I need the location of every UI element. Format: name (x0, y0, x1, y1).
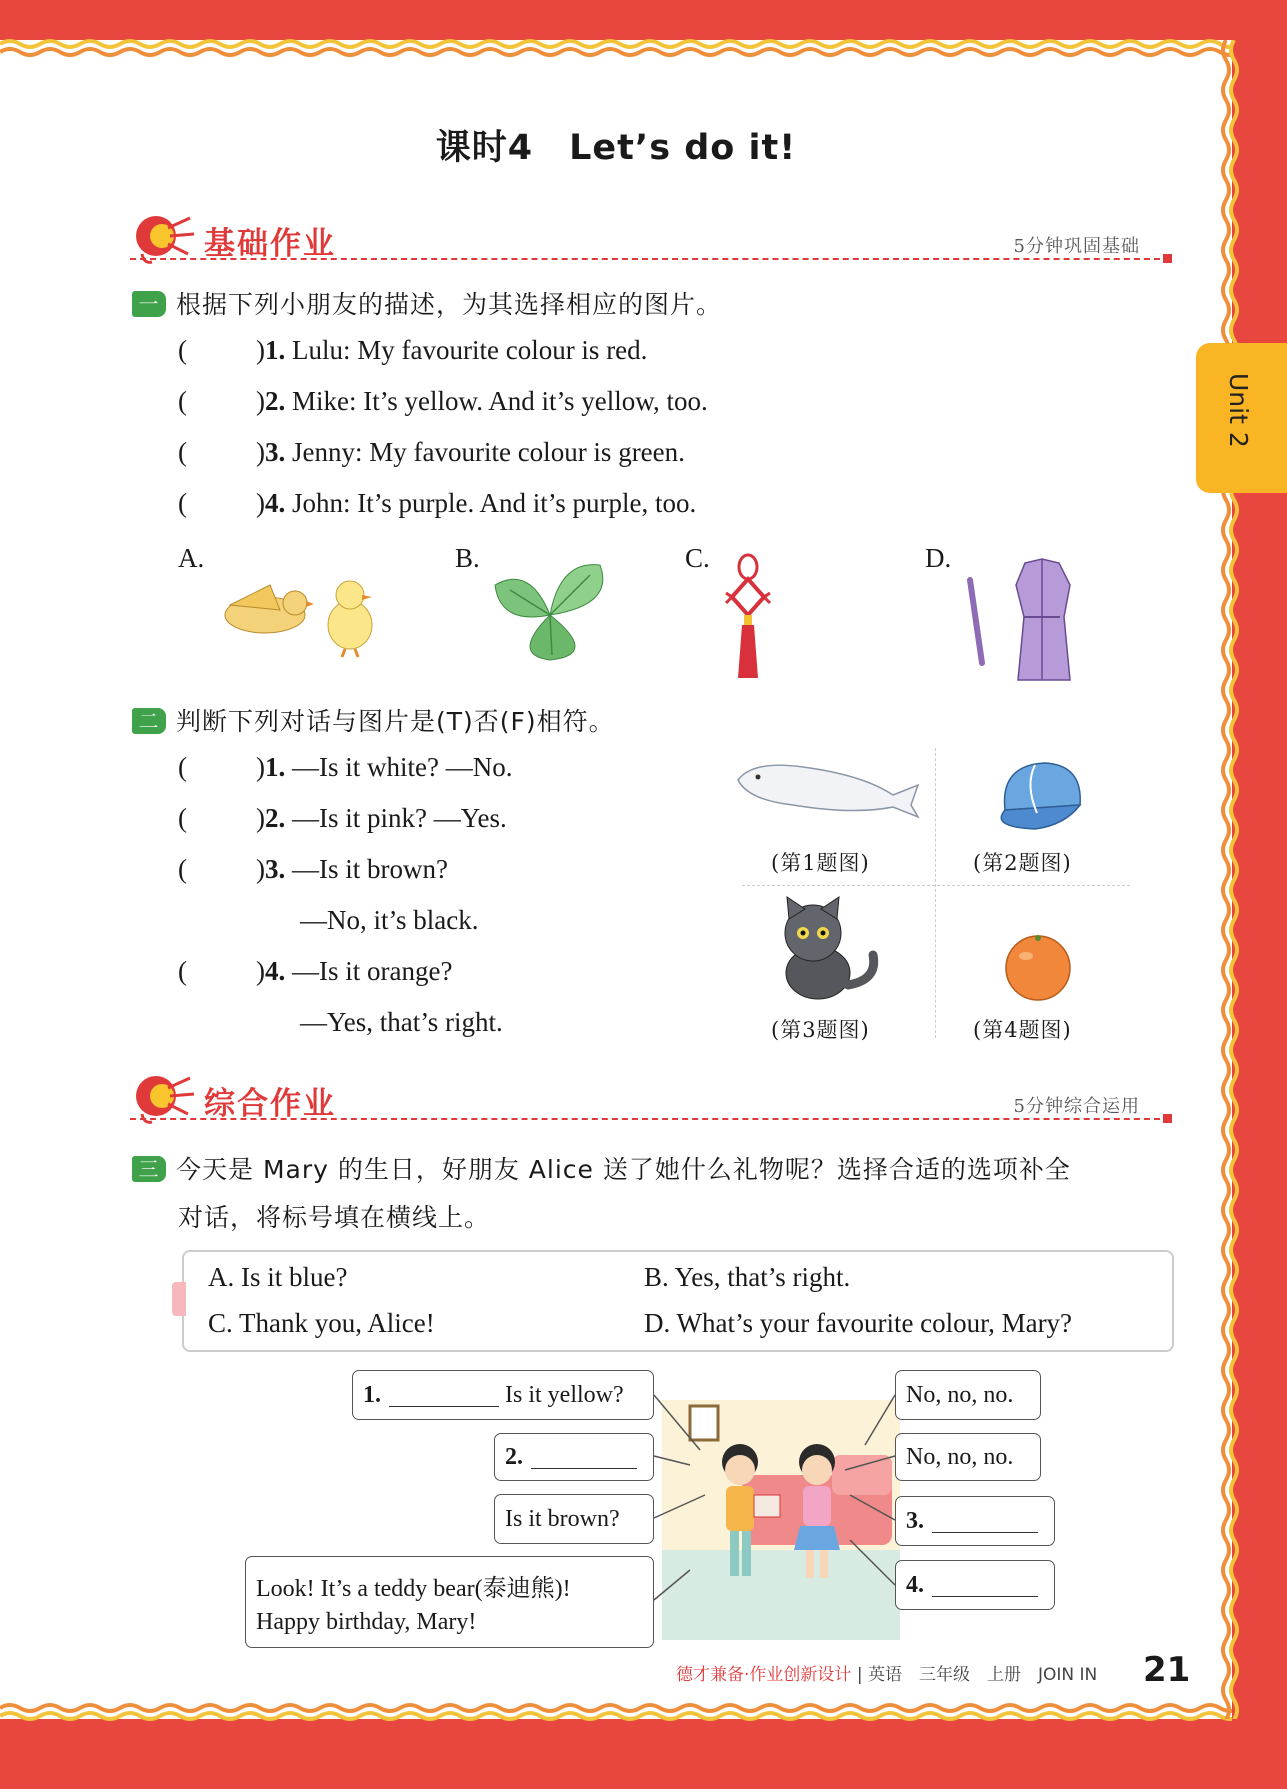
answer-blank[interactable] (531, 1446, 637, 1469)
option-b-label: B. (455, 543, 480, 573)
item-number: 1. (265, 335, 286, 365)
caption-picture-4: (第4题图) (973, 1018, 1072, 1042)
bottom-wave-border (0, 1700, 1232, 1726)
bubble-text: Is it brown? (505, 1505, 620, 1532)
item-text: —Is it pink? —Yes. (285, 803, 507, 833)
q2-item-3 (178, 854, 448, 885)
top-wave-border (0, 38, 1232, 64)
yellow-birds-image (210, 555, 390, 660)
page-title: 课时4 Let’s do it! (435, 128, 797, 168)
footer-text (676, 1660, 1097, 1685)
answer-blank[interactable] (932, 1574, 1038, 1597)
answer-paren-close: ) (256, 803, 265, 833)
birthday-scene-illustration (662, 1400, 900, 1640)
bubble-text: Happy birthday, Mary! (256, 1609, 477, 1635)
option-d: D. What’s your favourite colour, Mary? (644, 1308, 1073, 1338)
question2-number: 二 (132, 708, 166, 734)
option-a-label: A. (178, 543, 205, 573)
q2-item-4-reply: —Yes, that’s right. (300, 1007, 503, 1037)
answer-paren-close: ) (256, 335, 265, 365)
section-comprehensive-divider (130, 1118, 1170, 1120)
dialogue-bubble-3 (494, 1494, 654, 1544)
section-comprehensive-header (130, 1070, 1170, 1130)
dialogue-bubble-r3 (895, 1496, 1055, 1546)
section-basic-divider (130, 258, 1170, 260)
question3-number: 三 (132, 1156, 166, 1182)
answer-paren-open[interactable]: ( (178, 335, 187, 365)
picture-grid-divider (742, 885, 1130, 886)
blue-cap-image (985, 755, 1090, 835)
page-number: 21 (1143, 1650, 1191, 1690)
item-text: Mike: It’s yellow. And it’s yellow, too. (285, 386, 708, 416)
dialogue-bubble-r2 (895, 1433, 1041, 1481)
section-basic-label: 基础作业 (204, 226, 336, 262)
question3-text-line1: 今天是 Mary 的生日，好朋友 Alice 送了她什么礼物呢？选择合适的选项补全 (176, 1155, 1071, 1184)
answer-paren-close: ) (256, 752, 265, 782)
answer-paren-close: ) (256, 437, 265, 467)
orange-fruit-image (1002, 930, 1074, 1002)
q2-item-4 (178, 956, 452, 987)
q1-item-1 (178, 335, 647, 366)
question2-heading (132, 702, 615, 738)
item-text: —Is it orange? (285, 956, 453, 986)
item-number: 4. (265, 956, 286, 986)
answer-paren-close: ) (256, 386, 265, 416)
unit-tab[interactable] (1196, 343, 1287, 493)
item-text: —Is it white? —No. (285, 752, 513, 782)
black-cat-image (773, 895, 883, 1005)
footer-brand: 德才兼备·作业创新设计 (676, 1665, 852, 1685)
item-number: 3. (265, 437, 286, 467)
item-number: 2. (265, 803, 286, 833)
bubble-text: Look! It’s a teddy bear(泰迪熊)! (256, 1576, 571, 1602)
answer-paren-open[interactable]: ( (178, 956, 187, 986)
q1-item-2 (178, 386, 708, 417)
answer-paren-close: ) (256, 956, 265, 986)
question3-heading (132, 1150, 1071, 1186)
q2-item-2 (178, 803, 507, 834)
picture-grid-divider (935, 748, 936, 1038)
bubble-text: Is it yellow? (505, 1381, 624, 1408)
dialogue-bubble-1 (352, 1370, 654, 1420)
blank-number: 4. (906, 1571, 924, 1598)
option-c-label: C. (685, 543, 710, 573)
answer-paren-close: ) (256, 854, 265, 884)
red-chinese-knot-image (720, 553, 776, 683)
blank-number: 2. (505, 1443, 523, 1470)
item-text: Jenny: My favourite colour is green. (285, 437, 685, 467)
section-basic-header (130, 210, 1170, 270)
question1-text: 根据下列小朋友的描述，为其选择相应的图片。 (176, 290, 723, 319)
dialogue-bubble-r4 (895, 1560, 1055, 1610)
unit-tab-label: Unit 2 (1224, 373, 1253, 448)
blank-number: 3. (906, 1507, 924, 1534)
right-wave-border (1218, 40, 1248, 1719)
caption-picture-3: (第3题图) (771, 1018, 870, 1042)
answer-blank[interactable] (932, 1510, 1038, 1533)
bubble-text: No, no, no. (906, 1443, 1014, 1470)
q1-item-3 (178, 437, 685, 468)
option-c: C. Thank you, Alice! (208, 1308, 435, 1338)
answer-paren-open[interactable]: ( (178, 854, 187, 884)
caption-picture-2: (第2题图) (973, 851, 1072, 875)
option-a: A. Is it blue? (208, 1262, 348, 1292)
options-box (182, 1250, 1174, 1352)
item-number: 2. (265, 386, 286, 416)
answer-paren-close: ) (256, 488, 265, 518)
section-comprehensive-label: 综合作业 (204, 1086, 336, 1122)
item-number: 4. (265, 488, 286, 518)
answer-paren-open[interactable]: ( (178, 488, 187, 518)
dialogue-bubble-r1 (895, 1370, 1041, 1420)
white-whale-image (733, 755, 923, 820)
purple-pen-and-coat-image (960, 555, 1080, 685)
section-basic-sub: 5分钟巩固基础 (1013, 236, 1140, 257)
option-b: B. Yes, that’s right. (644, 1262, 851, 1292)
q2-item-1 (178, 752, 512, 783)
dialogue-bubble-2 (494, 1433, 654, 1481)
section-comprehensive-sub: 5分钟综合运用 (1013, 1096, 1140, 1117)
item-text: —Is it brown? (285, 854, 448, 884)
footer-book-info: | 英语 三年级 上册 JOIN IN (856, 1665, 1098, 1685)
dialogue-bubble-4 (245, 1556, 654, 1648)
answer-paren-open[interactable]: ( (178, 437, 187, 467)
answer-paren-open[interactable]: ( (178, 752, 187, 782)
answer-paren-open[interactable]: ( (178, 803, 187, 833)
green-leaves-image (490, 555, 615, 665)
item-text: Lulu: My favourite colour is red. (285, 335, 648, 365)
question3-text-line2: 对话，将标号填在横线上。 (178, 1203, 491, 1232)
caption-picture-1: (第1题图) (771, 851, 870, 875)
item-number: 1. (265, 752, 286, 782)
q1-item-4 (178, 488, 696, 519)
item-number: 3. (265, 854, 286, 884)
question1-heading (132, 285, 722, 321)
answer-paren-open[interactable]: ( (178, 386, 187, 416)
question2-text: 判断下列对话与图片是(T)否(F)相符。 (176, 707, 615, 736)
answer-blank[interactable] (389, 1384, 499, 1407)
q2-item-3-reply: —No, it’s black. (300, 905, 479, 935)
blank-number: 1. (363, 1381, 381, 1408)
options-box-tab (172, 1282, 186, 1316)
item-text: John: It’s purple. And it’s purple, too. (285, 488, 697, 518)
question1-number: 一 (132, 291, 166, 317)
bubble-text: No, no, no. (906, 1381, 1014, 1408)
option-d-label: D. (925, 543, 952, 573)
